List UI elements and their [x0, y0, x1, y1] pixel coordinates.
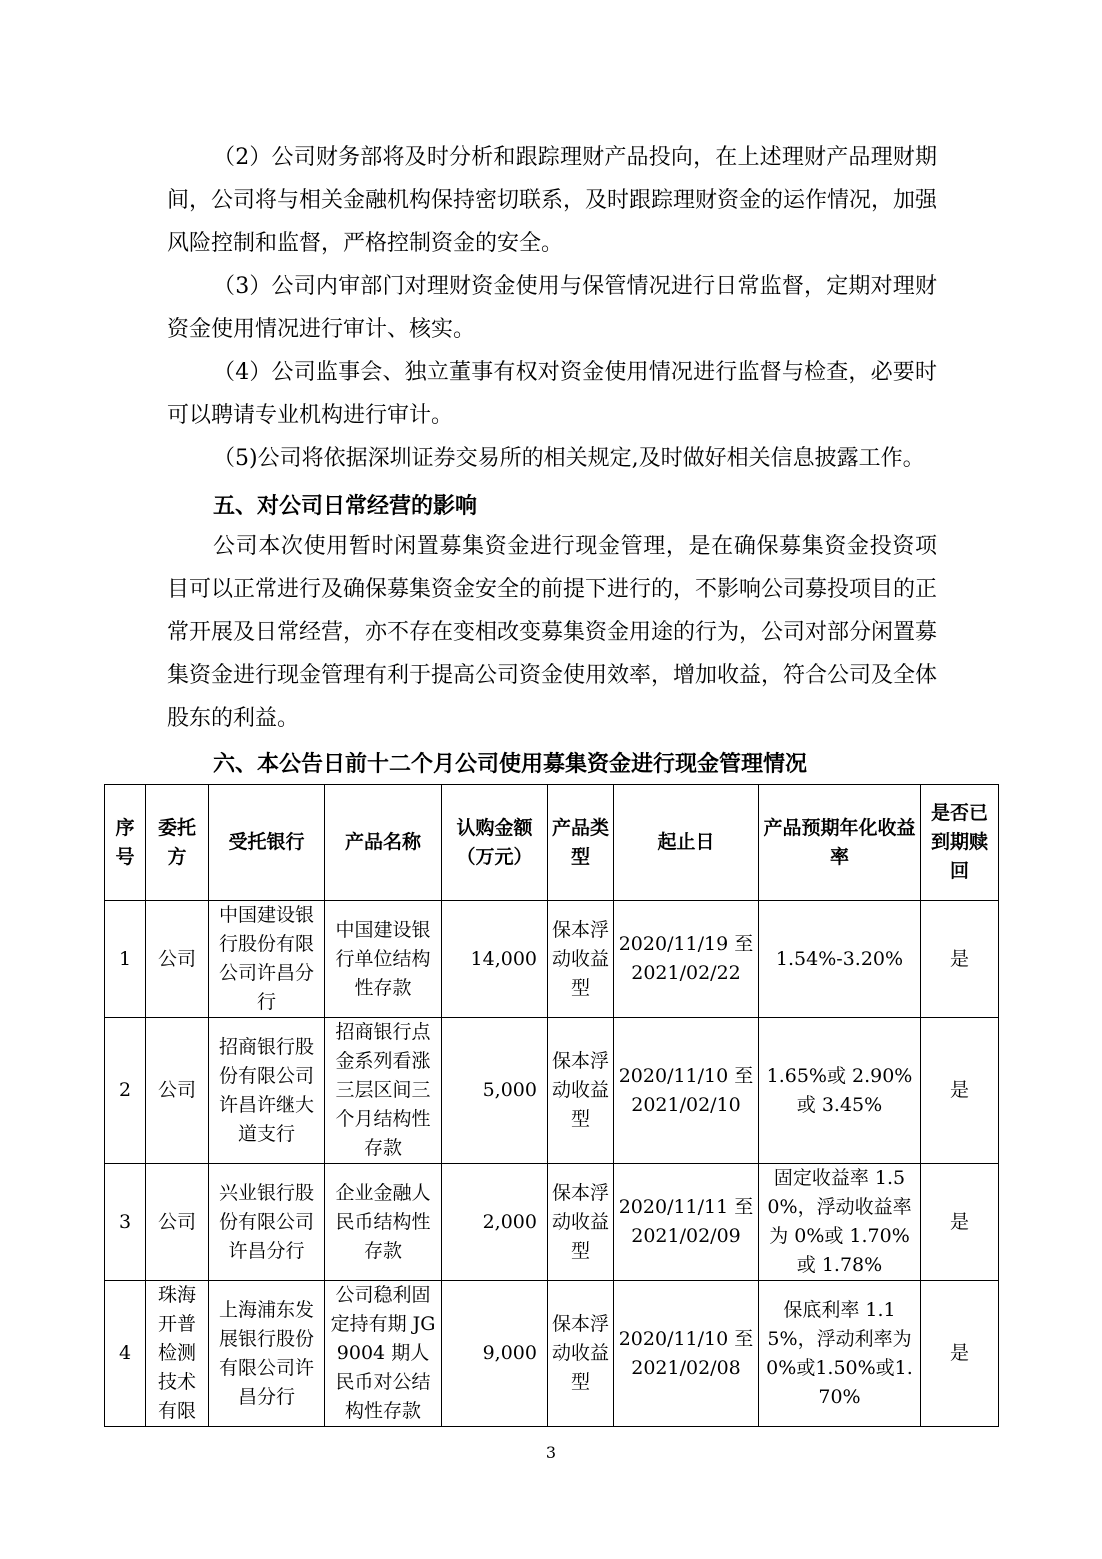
cell-amount: 5,000	[442, 1018, 548, 1164]
paragraph-2: （2）公司财务部将及时分析和跟踪理财产品投向，在上述理财产品理财期间，公司将与相关金融机构保持密切联系，及时跟踪理财资金的运作情况，加强风险控制和监督，严格控制资金的安全。	[167, 145, 938, 256]
paragraph-4: （4）公司监事会、独立董事有权对资金使用情况进行监督与检查，必要时可以聘请专业机构进行审计。	[167, 360, 937, 428]
cell-bank: 上海浦东发展银行股份有限公司许昌分行	[209, 1281, 325, 1427]
page-number: 3	[545, 1443, 557, 1462]
cell-redeemed: 是	[921, 901, 999, 1018]
cell-period: 2020/11/19 至 2021/02/22	[614, 901, 759, 1018]
header-redeemed: 是否已到期赎回	[921, 785, 999, 901]
header-amount: 认购金额（万元）	[442, 785, 548, 901]
cell-yield: 1.65%或 2.90%或 3.45%	[759, 1018, 921, 1164]
cell-type: 保本浮动收益型	[548, 1281, 614, 1427]
cell-principal: 公司	[146, 1018, 209, 1164]
cell-redeemed: 是	[921, 1018, 999, 1164]
cell-amount: 14,000	[442, 901, 548, 1018]
section-5-heading: 五、对公司日常经营的影响	[213, 494, 478, 519]
cell-period: 2020/11/11 至 2021/02/09	[614, 1164, 759, 1281]
paragraph-5: （5)公司将依据深圳证券交易所的相关规定,及时做好相关信息披露工作。	[213, 446, 925, 471]
header-index: 序号	[105, 785, 146, 901]
cell-yield: 1.54%-3.20%	[759, 901, 921, 1018]
cell-index: 3	[105, 1164, 146, 1281]
cell-redeemed: 是	[921, 1281, 999, 1427]
table-row	[105, 1281, 999, 1427]
section-5-body: 公司本次使用暂时闲置募集资金进行现金管理，是在确保募集资金投资项目可以正常进行及确保募集资金安全的前提下进行的，不影响公司募投项目的正常开展及日常经营，亦不存在变相改变募集资金用途的行为，公司对部分闲置募集资金进行现金管理有利于提高公司资金使用效率，增加收益，符合公司及全体股东的利益。	[167, 534, 938, 731]
header-principal: 委托方	[146, 785, 209, 901]
cell-amount: 2,000	[442, 1164, 548, 1281]
header-bank: 受托银行	[209, 785, 325, 901]
table-row	[105, 1018, 999, 1164]
cell-yield: 保底利率 1.15%，浮动利率为 0%或1.50%或1.70%	[759, 1281, 921, 1427]
cell-index: 1	[105, 901, 146, 1018]
cell-bank: 招商银行股份有限公司许昌许继大道支行	[209, 1018, 325, 1164]
cell-yield: 固定收益率 1.50%，浮动收益率为 0%或 1.70%或 1.78%	[759, 1164, 921, 1281]
cell-type: 保本浮动收益型	[548, 1018, 614, 1164]
cell-type: 保本浮动收益型	[548, 901, 614, 1018]
section-6-heading: 六、本公告日前十二个月公司使用募集资金进行现金管理情况	[213, 752, 808, 777]
table-row	[105, 901, 999, 1018]
cell-bank: 兴业银行股份有限公司许昌分行	[209, 1164, 325, 1281]
cell-principal: 公司	[146, 1164, 209, 1281]
cash-management-table	[104, 784, 999, 1427]
cell-product: 招商银行点金系列看涨三层区间三个月结构性存款	[325, 1018, 442, 1164]
cell-amount: 9,000	[442, 1281, 548, 1427]
header-product: 产品名称	[325, 785, 442, 901]
table-header-row	[105, 785, 999, 901]
cell-principal: 公司	[146, 901, 209, 1018]
cell-principal: 珠海开普检测技术有限	[146, 1281, 209, 1427]
header-yield: 产品预期年化收益率	[759, 785, 921, 901]
cell-product: 公司稳利固定持有期 JG9004 期人民币对公结构性存款	[325, 1281, 442, 1427]
cell-redeemed: 是	[921, 1164, 999, 1281]
cell-bank: 中国建设银行股份有限公司许昌分行	[209, 901, 325, 1018]
cell-type: 保本浮动收益型	[548, 1164, 614, 1281]
cell-index: 4	[105, 1281, 146, 1427]
cell-period: 2020/11/10 至 2021/02/08	[614, 1281, 759, 1427]
paragraph-3: （3）公司内审部门对理财资金使用与保管情况进行日常监督，定期对理财资金使用情况进行审计、核实。	[167, 274, 937, 342]
cell-index: 2	[105, 1018, 146, 1164]
table-row	[105, 1164, 999, 1281]
cell-product: 企业金融人民币结构性存款	[325, 1164, 442, 1281]
header-period: 起止日	[614, 785, 759, 901]
cell-product: 中国建设银行单位结构性存款	[325, 901, 442, 1018]
cell-period: 2020/11/10 至 2021/02/10	[614, 1018, 759, 1164]
header-type: 产品类型	[548, 785, 614, 901]
